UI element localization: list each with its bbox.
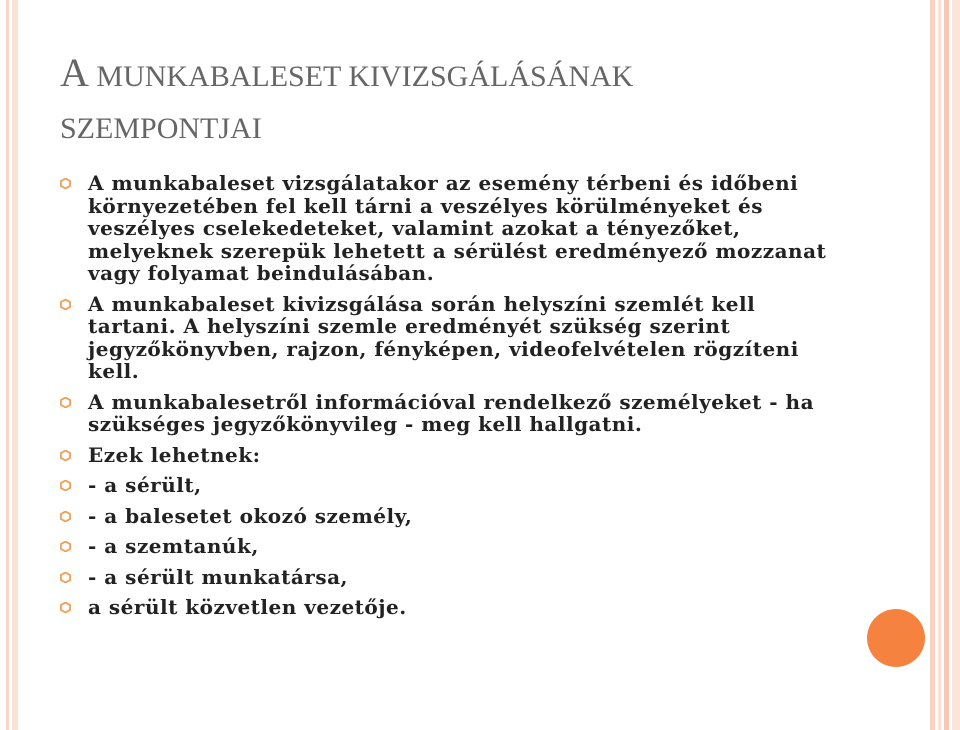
- title-line1: MUNKABALESET KIVIZSGÁLÁSÁNAK: [88, 60, 634, 93]
- bullet-text: a sérült közvetlen vezetője.: [88, 595, 407, 619]
- bullet-item: [60, 474, 840, 497]
- bullet-item: [60, 391, 840, 436]
- title-line2: SZEMPONTJAI: [60, 112, 262, 145]
- bullet-item: [60, 172, 840, 285]
- bullet-text: - a szemtanúk,: [88, 534, 259, 558]
- bullet-item: [60, 596, 840, 619]
- bullet-text: Ezek lehetnek:: [88, 442, 261, 467]
- hexagon-bullet-icon: [60, 450, 71, 461]
- orange-circle-decoration: [867, 609, 925, 667]
- hexagon-bullet-icon: [60, 541, 71, 552]
- bullet-text: A munkabalesetről információval rendelkező személyeket - ha szükséges jegyzőkönyvileg - meg kell hallgatni.: [88, 389, 815, 436]
- title-first-letter: A: [60, 50, 89, 95]
- bullet-list: [60, 172, 840, 627]
- hexagon-bullet-icon: [60, 572, 71, 583]
- right-stripe-4: [952, 0, 960, 730]
- bullet-text: - a sérült munkatársa,: [88, 564, 349, 589]
- bullet-item: [60, 566, 840, 589]
- bullet-text: - a sérült,: [88, 473, 202, 497]
- bullet-item: [60, 505, 840, 528]
- right-stripe-3: [944, 0, 949, 730]
- right-stripe-1: [930, 0, 935, 730]
- bullet-text: A munkabaleset kivizsgálása során helyszíni szemlét kell tartani. A helyszíni szemle eredményét szükség szerint jegyzőkönyvben, rajzon, fényképen, videofelvételen rögzíteni kell.: [88, 291, 799, 383]
- right-stripe-2: [938, 0, 941, 730]
- bullet-text: - a balesetet okozó személy,: [88, 503, 413, 528]
- hexagon-bullet-icon: [60, 480, 71, 491]
- hexagon-bullet-icon: [60, 511, 71, 522]
- left-stripe-outer: [6, 0, 9, 730]
- hexagon-bullet-icon: [60, 602, 71, 613]
- left-stripe-inner: [12, 0, 18, 730]
- bullet-item: [60, 535, 840, 558]
- bullet-item: [60, 293, 840, 383]
- hexagon-bullet-icon: [60, 178, 71, 189]
- slide-title: [60, 48, 880, 154]
- bullet-text: A munkabaleset vizsgálatakor az esemény térbeni és időbeni környezetében fel kell tárni a veszélyes körülményeket és veszélyes cselekedeteket, valamint azokat a tényezőket, melyeknek szerepük lehetett a sérülést eredményező mozzanat vagy folyamat beindulásában.: [88, 171, 827, 285]
- bullet-item: [60, 444, 840, 467]
- hexagon-bullet-icon: [60, 397, 71, 408]
- hexagon-bullet-icon: [60, 299, 71, 310]
